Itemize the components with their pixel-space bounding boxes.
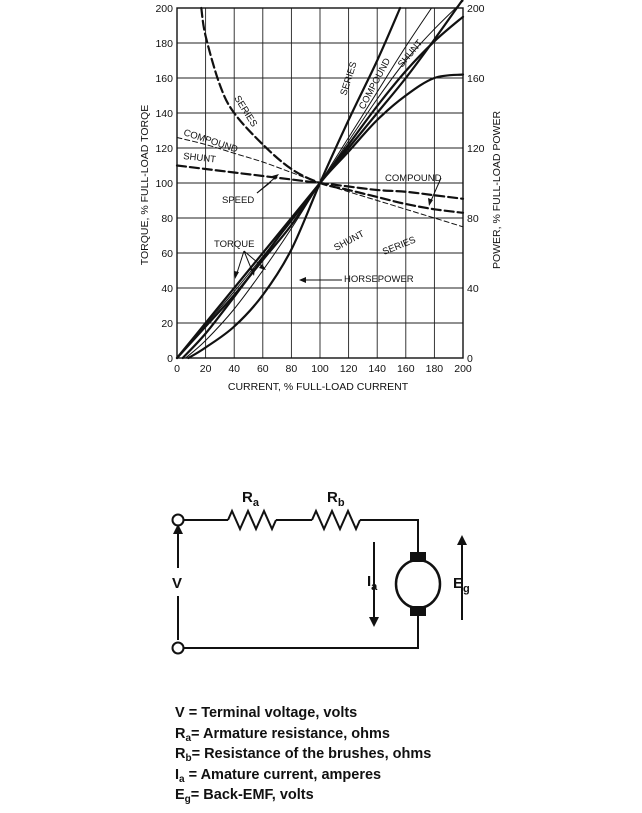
ia-label: $I_a$	[367, 573, 378, 593]
y-right-tick-label: 0	[467, 353, 473, 365]
terminal-bottom	[173, 643, 184, 654]
y-axis-right-label: POWER, % FULL-LOAD POWER	[491, 110, 503, 270]
v-label: V	[172, 575, 183, 592]
x-tick-label: 80	[285, 363, 298, 375]
y-left-tick-label: 80	[161, 213, 173, 225]
y-left-tick-label: 100	[155, 178, 173, 190]
rb-label: $R_b$	[327, 489, 345, 509]
legend-item: V = Terminal voltage, volts	[175, 705, 358, 721]
y-right-tick-label: 120	[467, 143, 485, 155]
label-horsepower: HORSEPOWER	[344, 274, 414, 285]
speed-pointer-arrow-2	[257, 182, 271, 193]
x-tick-label: 20	[199, 363, 212, 375]
y-left-tick-label: 40	[161, 283, 173, 295]
y-left-tick-label: 0	[167, 353, 173, 365]
legend-item: $R_a=$ Armature resistance, ohms	[175, 725, 390, 744]
x-tick-label: 200	[454, 363, 472, 375]
terminal-top	[173, 515, 184, 526]
armature-circuit-diagram	[0, 470, 642, 690]
motor-characteristics-chart	[0, 0, 642, 400]
label-speed: SPEED	[222, 195, 255, 206]
voltage-arrowhead	[173, 524, 183, 534]
x-tick-label: 40	[228, 363, 241, 375]
label-shunt-hp: SHUNT	[332, 228, 367, 254]
eg-label: $E_g$	[453, 575, 470, 595]
label-series-torque: SERIES	[338, 60, 360, 97]
label-series-hp: SERIES	[381, 234, 418, 258]
y-axis-left-label: TORQUE, % FULL-LOAD TORQE	[139, 104, 151, 266]
brush-top	[410, 552, 426, 562]
label-torque: TORQUE	[214, 239, 255, 250]
resistor-ra	[228, 511, 276, 529]
label-series-speed: SERIES	[231, 93, 260, 130]
x-tick-label: 140	[368, 363, 386, 375]
x-tick-label: 60	[256, 363, 269, 375]
x-tick-label: 120	[339, 363, 358, 375]
label-shunt-torque: SHUNT	[395, 37, 426, 70]
label-shunt-speed: SHUNT	[182, 151, 217, 166]
current-arrowhead	[369, 617, 379, 627]
legend-item: $E_g=$ Back-EMF, volts	[175, 787, 314, 805]
wire-bottom	[184, 613, 418, 648]
resistor-rb	[312, 511, 360, 529]
y-left-tick-label: 140	[155, 108, 173, 120]
x-tick-label: 180	[425, 363, 444, 375]
chart-arrowheads	[234, 174, 433, 283]
y-left-tick-label: 180	[155, 38, 173, 50]
y-left-tick-label: 20	[161, 318, 173, 330]
x-tick-label: 160	[397, 363, 415, 375]
y-left-tick-label: 160	[155, 73, 173, 85]
ra-label: $R_a$	[242, 489, 259, 509]
wire-top-right	[360, 520, 418, 555]
y-right-tick-label: 160	[467, 73, 485, 85]
y-left-tick-label: 200	[155, 3, 173, 15]
x-tick-label: 0	[174, 363, 180, 375]
label-compound-hp: COMPOUND	[385, 173, 442, 184]
emf-arrowhead	[457, 535, 467, 545]
y-right-tick-label: 40	[467, 283, 479, 295]
y-right-tick-label: 200	[467, 3, 485, 15]
label-compound-torque: COMPOUND	[356, 56, 394, 112]
x-axis-label: CURRENT, % FULL-LOAD CURRENT	[227, 381, 409, 393]
legend-item: $R_b=$ Resistance of the brushes, ohms	[175, 746, 432, 764]
y-right-tick-label: 80	[467, 213, 479, 225]
label-compound-speed: COMPOUND	[182, 127, 240, 156]
symbol-legend	[175, 703, 431, 806]
motor-armature-icon	[396, 560, 440, 608]
y-left-tick-label: 60	[161, 248, 173, 260]
y-left-tick-label: 120	[155, 143, 173, 155]
legend-item: $I_a$ = Amature current, amperes	[175, 766, 382, 785]
x-tick-label: 100	[311, 363, 329, 375]
brush-bottom	[410, 606, 426, 616]
